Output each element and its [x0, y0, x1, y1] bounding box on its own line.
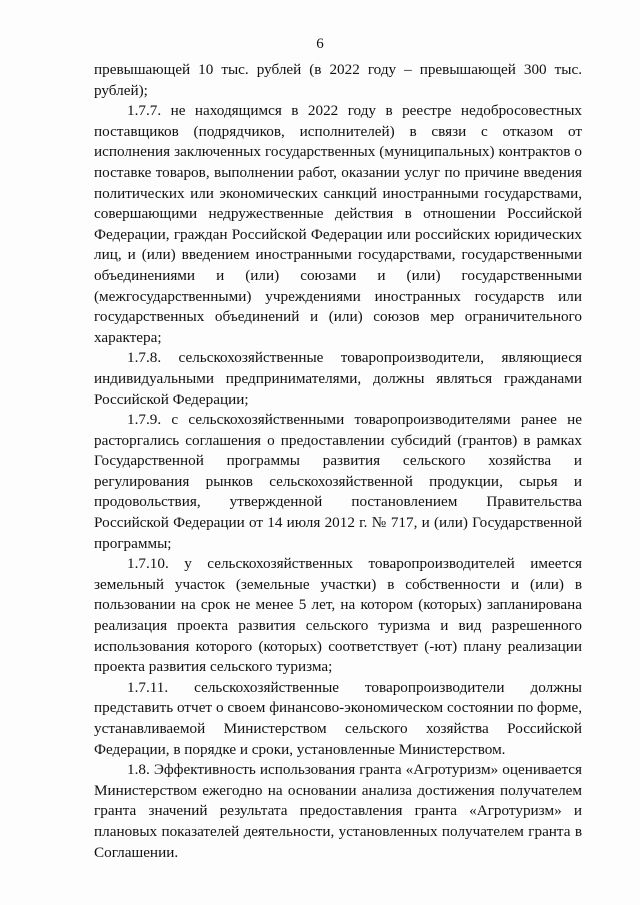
page-number: 6 — [316, 36, 324, 52]
paragraph-1-7-11: 1.7.11. сельскохозяйственные товаропроизводители должны представить отчет о своем финансово-экономическом состоянии по форме, устанавливаемой Министерством сельского хозяйства Российской Федерации, в порядке и сроки, установленные Министерством. — [94, 678, 582, 758]
paragraph-1-7-7: 1.7.7. не находящимся в 2022 году в реестре недобросовестных поставщиков (подрядчиков, исполнителей) в связи с отказом от исполнения заключенных государственных (муниципальных) контрактов о поставке товаров, выполнении работ, оказании услуг по причине введения политических или экономических санкций иностранными государствами, совершающими недружественные действия в отношении Российской Федерации, граждан Российской Федерации или российских юридических лиц, и (или) введением иностранными государствами, государственными объединениями и (или) союзами и (или) государственными (межгосударственными) учреждениями иностранных государств или государственных объединений и (или) союзов мер ограничительного характера; — [94, 102, 582, 346]
paragraph-1-7-8: 1.7.8. сельскохозяйственные товаропроизводители, являющиеся индивидуальными предпринимателями, должны являться гражданами Российской Федерации; — [94, 349, 582, 408]
paragraph-continuation: превышающей 10 тыс. рублей (в 2022 году – превышающей 300 тыс. рублей); — [94, 61, 582, 99]
paragraph-1-8: 1.8. Эффективность использования гранта «Агротуризм» оценивается Министерством ежегодно на основании анализа достижения получателем гранта значений результата предоставления гранта «Агротуризм» и плановых показателей деятельности, установленных получателем гранта в Соглашении. — [94, 761, 582, 861]
paragraph-1-7-10: 1.7.10. у сельскохозяйственных товаропроизводителей имеется земельный участок (земельные участки) в собственности и (или) в пользовании на срок не менее 5 лет, на котором (которых) запланирована реализация проекта развития сельского туризма и вид разрешенного использования которого (которых) соответствует (-ют) плану реализации проекта развития сельского туризма; — [94, 555, 582, 676]
document-body — [94, 60, 582, 863]
paragraph-1-7-9: 1.7.9. с сельскохозяйственными товаропроизводителями ранее не расторгались соглашения о предоставлении субсидий (грантов) в рамках Государственной программы развития сельского хозяйства и регулирования рынков сельскохозяйственной продукции, сырья и продовольствия, утвержденной постановлением Правительства Российской Федерации от 14 июля 2012 г. № 717, и (или) Государственной программы; — [94, 411, 582, 552]
